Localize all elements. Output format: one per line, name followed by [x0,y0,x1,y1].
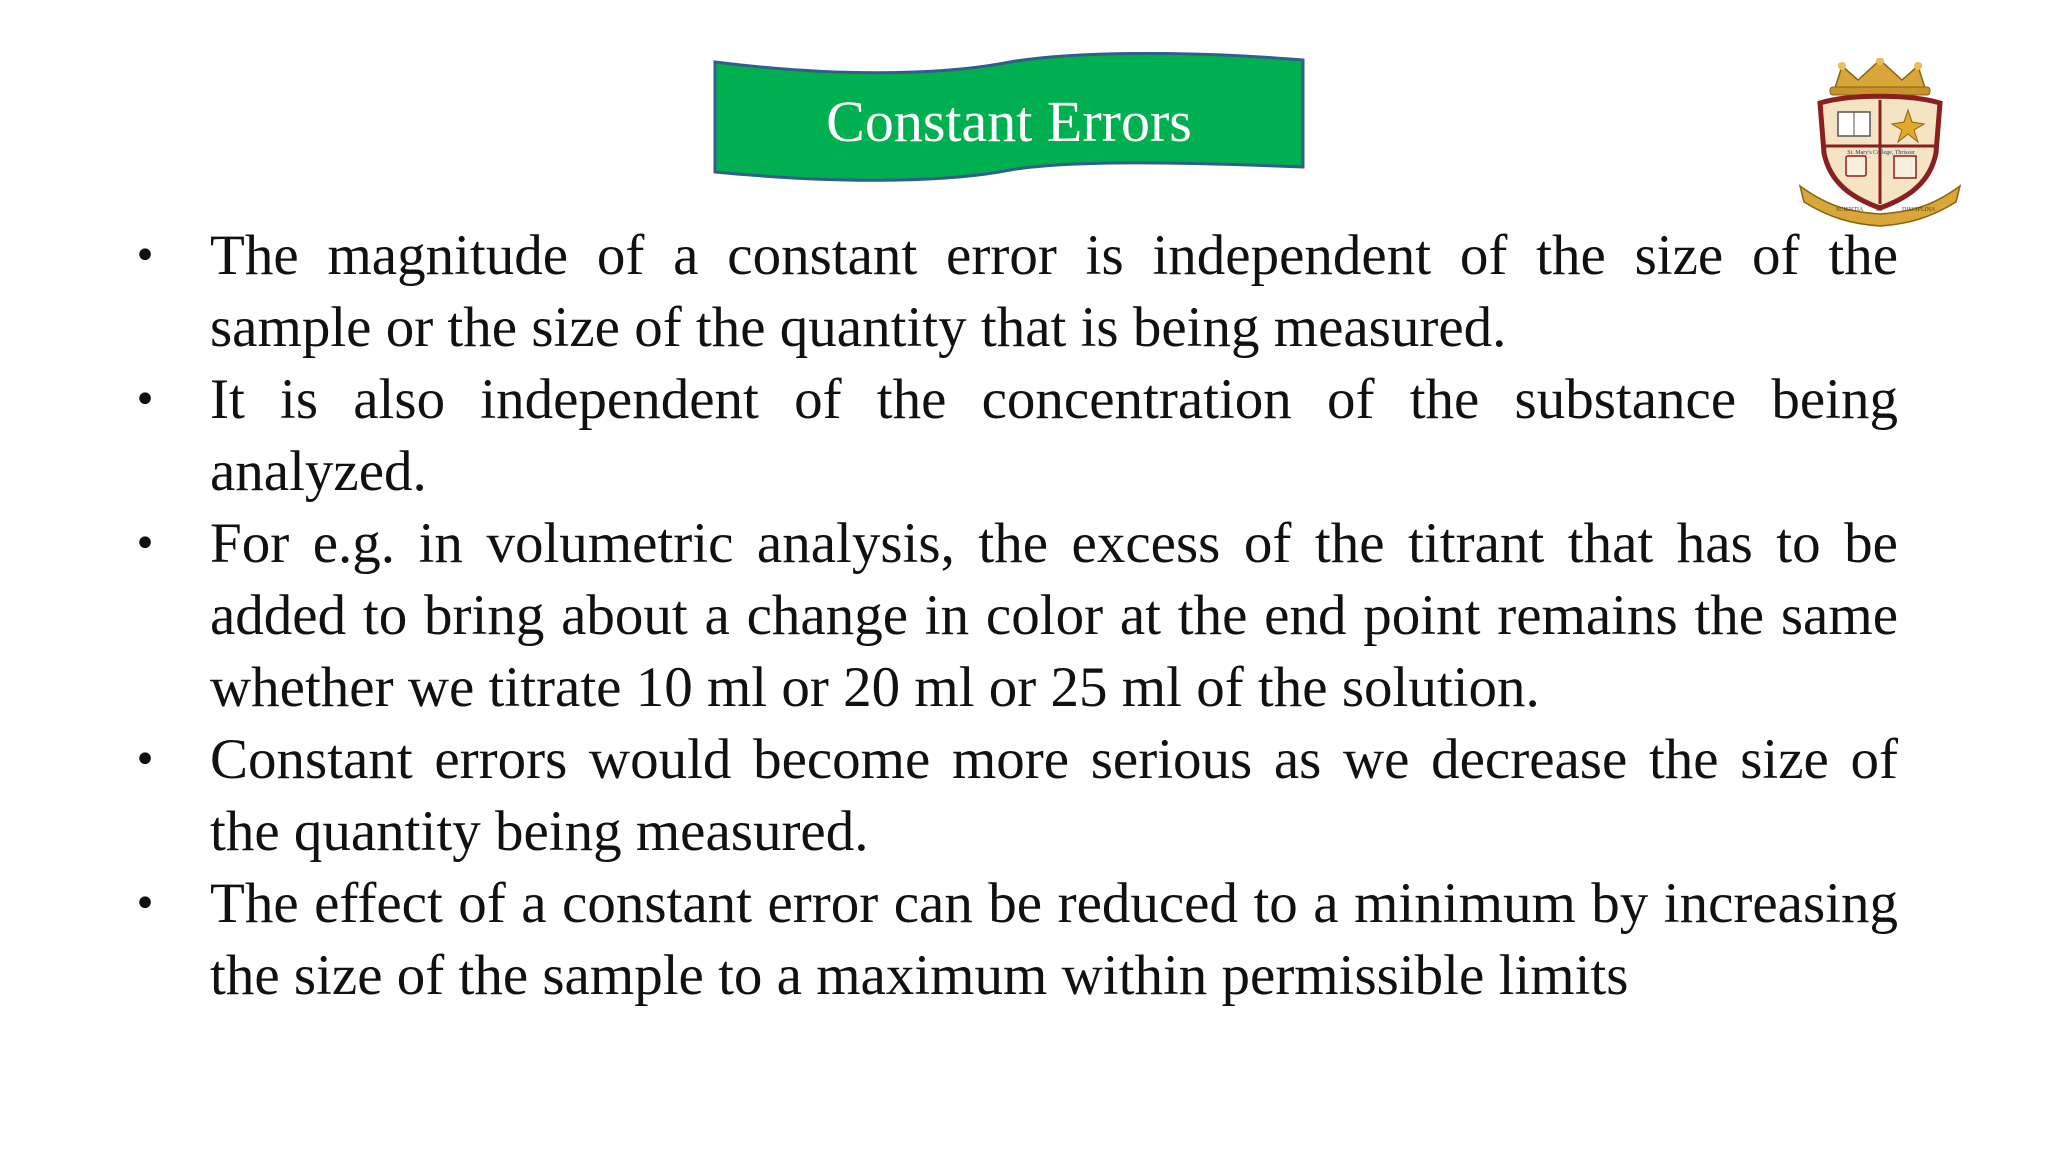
college-crest-logo [1790,58,1970,228]
slide-title: Constant Errors [826,89,1192,154]
bullet-icon: • [133,737,157,783]
bullet-icon: • [133,233,157,279]
bullet-item-5 [130,868,1898,1012]
bullet-item-4 [130,724,1898,868]
bullet-item-1 [130,220,1898,364]
bullet-text-5: The effect of a constant error can be reduced to a minimum by increasing the size of the sample to a maximum within permissible limits [210,872,1898,1007]
bullet-text-3: For e.g. in volumetric analysis, the excess of the titrant that has to be added to bring about a change in color at the end point remains the same whether we titrate 10 ml or 20 ml or 25 ml of the solution. [210,512,1898,719]
college-name-caption: St. Mary's College, Thrissur [1847,150,1915,156]
title-banner [710,52,1308,188]
bullet-icon: • [133,521,157,567]
bullet-text-4: Constant errors would become more serious as we decrease the size of the quantity being measured. [210,728,1898,863]
bullet-icon: • [133,881,157,927]
motto-right-caption: DISCIPLINA [1902,207,1936,213]
motto-left-caption: SCIENTIA [1836,207,1864,213]
bullet-list [130,220,1898,1012]
bullet-text-1: The magnitude of a constant error is independent of the size of the sample or the size of the quantity that is being measured. [210,224,1898,359]
motto-mid-caption: ET [1876,207,1884,213]
bullet-text-2: It is also independent of the concentration of the substance being analyzed. [210,368,1898,503]
bullet-item-3 [130,508,1898,724]
bullet-item-2 [130,364,1898,508]
bullet-icon: • [133,377,157,423]
college-crest-icon [1790,58,1970,228]
